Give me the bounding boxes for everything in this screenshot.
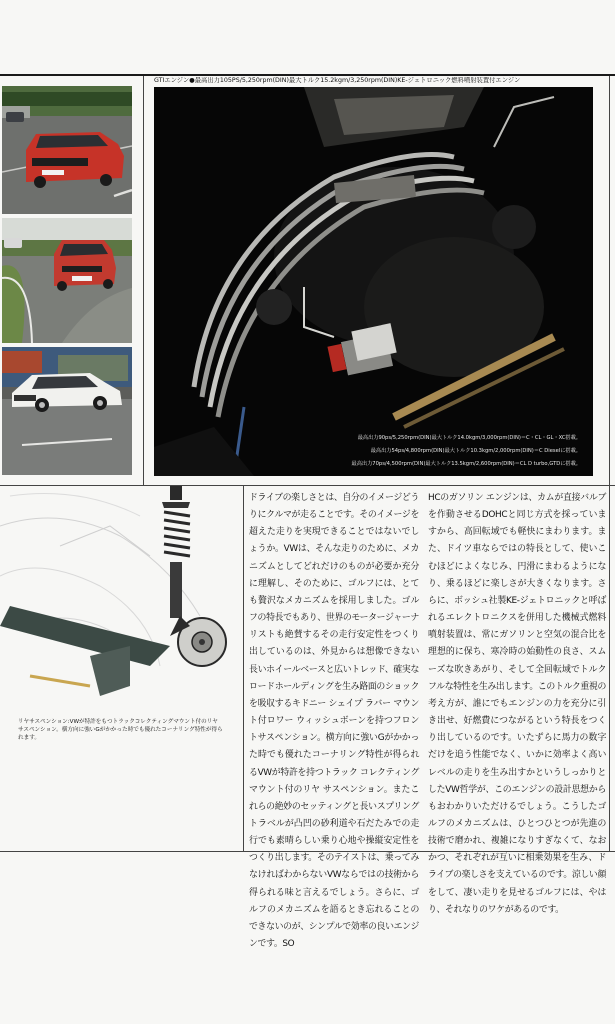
body-text-column-1: ドライブの楽しさとは、自分のイメージどうりにクルマが走ることです。そのイメージを超えた走りを実現できることではないでしょうか。VWは、そんな走りのために、メカニズムとしてどれだけのものが必要か充分に理解し、そのために、ゴルフには、とても贅沢なメカニズムを採用しました。ゴルフの特長でもあり、世界のモータージャーナリストも絶賛するその走行安定性をつくり出しているのは、外見からは想像できない長いホイールベースと広いトレッド、確実なロードホールディングを生み路面のショックを吸収するキドニー シェイプ ラバー マウント付ロワー ウィッシュボーンを持つフロントサスペンション。横方向に強いGがかかった時でも優れたコーナリング特性が得られるVWが特許を持つトラック コレクティング マウント付のリヤ サスペンション。またこれらの絶妙のセッティングと長いスプリングトラベルが凸凹の砂利道や石だたみでの走行でも素晴らしい乗り心地や操縦安定性をつくり出します。そのテイストは、乗ってみなければわからないVWならではの技術から得られる味と言えるでしょう。さらに、ゴルフのメカニズムを語るとき忘れることのできないのが、シンプルで効率の良いエンジンです。SO xyxy=(249,493,419,950)
top-rule xyxy=(0,74,615,76)
photo-white-golf-town xyxy=(2,347,132,475)
body-text-column-2: HCのガソリン エンジンは、カムが直接バルブを作動させるDOHCと同じ方式を採っていますから、高回転域でも軽快にまわります。また、ドイツ車ならではの特長として、使いこむほどによくなじみ、円滑にまわるようになり、乗るほどに楽しさが大きくなります。さらに、ボッシュ社製KE-ジェトロニックと呼ばれるエレクトロニクスを併用した機械式燃料噴射装置は、常にガソリンと空気の混合比を理想的に保ち、寒冷時の始動性の良さ、スムーズな吹きあがり、そして全回転域でトルクフルな特性を生み出します。このトルク重視の考え方が、誰にでもエンジンの力を充分に引き出せ、好燃費につながるという特長をつくり出しているのです。いたずらに馬力の数字だけを追う性能でなく、いかに効率よく高いレベルの走りを生み出すかというしっかりとしたVW哲学が、このエンジンの設計思想からもおわかりいただけるでしょう。こうしたゴルフのメカニズムは、ひとつひとつが先進の技術で磨かれ、複雑になりすぎなくて、なおかつ、それぞれが互いに相乗効果を生み、ドライブの楽しさを支えているのです。涼しい顔をして、凄い走りを見せるゴルフには、やはり、それなりのワケがあるのです。 xyxy=(428,493,606,915)
engine-spec-line-2: 最高出力54ps/4,800rpm(DIN)最大トルク10.3kgm/2,000rpm(DIN)＝C Dieselに搭載。 xyxy=(370,448,581,454)
photo-red-golf-country-road xyxy=(2,218,132,343)
photo-red-golf-front xyxy=(2,86,132,214)
right-rule xyxy=(609,76,610,851)
engine-spec-line-1: 最高出力90ps/5,250rpm(DIN)最大トルク14.0kgm/3,000rpm(DIN)＝C・CL・GL・XC搭載。 xyxy=(357,435,581,441)
engine-caption: GTIエンジン●最高出力105PS/5,250rpm(DIN)最大トルク15.2kgm/3,250rpm(DIN)KE-ジェトロニック燃料噴射装置付エンジン xyxy=(154,77,521,84)
rear-suspension-illustration xyxy=(0,486,243,851)
photo-column-divider xyxy=(143,76,144,486)
engine-photo xyxy=(154,87,593,476)
engine-spec-line-3: 最高出力70ps/4,500rpm(DIN)最大トルク13.5kgm/2,600rpm(DIN)＝CL D turbo,GTDに搭載。 xyxy=(351,461,581,467)
text-column-divider xyxy=(243,486,244,851)
suspension-caption: リヤサスペンション:VWが特許をもつトラックコレクティングマウント付のリヤサスペンション。横方向に強いGがかかった時でも優れたコーナリング特性が得られます。 xyxy=(18,719,223,741)
